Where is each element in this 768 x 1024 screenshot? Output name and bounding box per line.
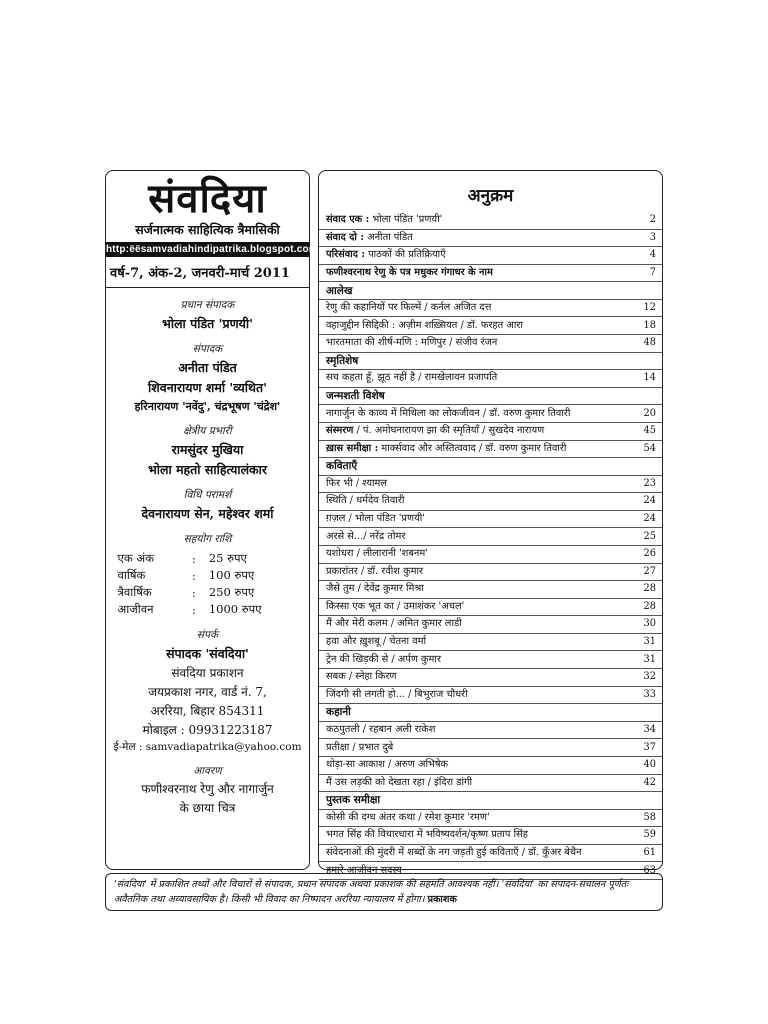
contents-entry-text: हमारे आजीवन सदस्य <box>326 864 402 876</box>
contents-entry-page: 33 <box>643 688 656 700</box>
contents-entry[interactable] <box>319 845 662 863</box>
contents-entry-text: संवेदनाओं की मुंदरी में शब्दों के नग जड़ती हुई कविताएँ / डॉ. कुँअर बेचैन <box>326 847 582 858</box>
contents-entry[interactable] <box>319 564 662 582</box>
contents-entry-label: फणीश्वरनाथ रेणु के पत्र मधुकर गंगाधर के नाम <box>326 266 493 278</box>
fee-row <box>118 567 298 584</box>
contents-entry-page: 28 <box>643 583 656 595</box>
contents-entry-page: 31 <box>643 653 656 665</box>
fee-colon: : <box>191 568 196 583</box>
contents-entry-title <box>326 583 634 595</box>
cover-line: फणीश्वरनाथ रेणु और नागार्जुन <box>141 782 274 796</box>
contents-entry-page: 34 <box>643 723 656 735</box>
contents-entry[interactable] <box>319 827 662 845</box>
contents-entry-title <box>326 267 634 279</box>
issue-info: वर्ष-7, अंक-2, जनवरी-मार्च 2011 <box>106 263 309 288</box>
contents-section-heading: पुस्तक समीक्षा <box>319 792 662 810</box>
contents-entry-page: 20 <box>643 407 656 419</box>
contents-entry-page: 3 <box>649 231 656 243</box>
regional-label: क्षेत्रीय प्रभारी <box>183 425 232 437</box>
contents-entry-page: 14 <box>643 372 656 384</box>
contents-entry-title <box>326 812 634 824</box>
contents-entry-page: 28 <box>643 600 656 612</box>
contents-entry-text: प्रतीक्षा / प्रभात दुबे <box>326 741 394 753</box>
contents-entry-page: 7 <box>649 266 656 278</box>
contents-entry-text: किस्सा एक भूत का / उमाशंकर 'अचल' <box>326 600 465 612</box>
fee-name: वार्षिक <box>117 568 146 582</box>
contents-entry[interactable] <box>319 581 662 599</box>
fee-name: एक अंक <box>117 551 154 565</box>
disclaimer-text: 'संवदिया' में प्रकाशित तथ्यों और विचारों से संपादक, प्रधान संपादक अथवा प्रकाशक की सहमति आवश्यक नहीं। 'संवदिया' का संपादन-संचालन पूर्णतः अवैतनिक तथा अव्यावसायिक है। किसी भी विवाद का निष्पादन अररिया न्यायालय में होगा। <box>114 879 629 905</box>
contents-entry-title <box>326 443 634 455</box>
contents-entry-text: अनीता पंडित <box>364 231 413 243</box>
contents-entry[interactable] <box>319 265 662 283</box>
contents-entry-page: 23 <box>643 477 656 489</box>
contents-entry-text: ग़ज़ल / भोला पंडित 'प्रणयी' <box>326 513 425 525</box>
contents-entry-text: वहाजुद्दीन सिद्दिकी : अज़ीम शख़्सियत / डॉ. फरहत आरा <box>326 319 523 331</box>
fee-amount: 250 रुपए <box>208 585 255 599</box>
contents-section-heading: जन्मशती विशेष <box>319 388 662 406</box>
fee-table <box>118 550 298 618</box>
fee-colon: : <box>191 585 196 600</box>
contact-line: जयप्रकाश नगर, वार्ड नं. 7, <box>148 685 267 699</box>
contents-entry-title <box>326 724 634 736</box>
fee-label: सहयोग राशि <box>183 533 232 545</box>
editor-name: हरिनारायण 'नवेंदु', चंद्रभूषण 'चंद्रेश' <box>134 400 281 413</box>
contents-section-heading: कविताएँ <box>319 458 662 476</box>
contents-entry-page: 45 <box>643 425 656 437</box>
contents-entry-text: मार्क्सवाद और अस्तित्ववाद / डॉ. वरुण कुमार तिवारी <box>378 442 567 454</box>
contents-entry-label: संवाद दो : <box>326 231 364 243</box>
contents-title: अनुक्रम <box>467 186 514 206</box>
contents-entry-label: संस्मरण <box>326 425 354 437</box>
editor-name: शिवनारायण शर्मा 'व्यथित' <box>148 380 267 395</box>
contents-entry-title <box>326 759 634 771</box>
contents-section-heading: आलेख <box>319 282 662 300</box>
fee-amount: 100 रुपए <box>208 568 255 582</box>
contents-entry-page: 31 <box>643 636 656 648</box>
fee-row <box>118 584 298 601</box>
contents-entry[interactable] <box>319 810 662 828</box>
contents-entry-title <box>326 548 634 560</box>
contents-entry-text: थोड़ा-सा आकाश / अरुण अभिषेक <box>326 759 449 771</box>
contents-entry-page: 61 <box>643 847 656 858</box>
contents-entry-text: अरसे से.../ नरेंद्र तोमर <box>326 530 406 542</box>
contents-entry-text: सच कहता हूँ, झूठ नहीं है / रामखेलावन प्रजापति <box>326 372 498 384</box>
contents-entry-text: सबक / स्नेहा किरण <box>326 671 397 683</box>
contents-entry-text: मैं उस लड़की को देखता रहा / इंदिरा डांगी <box>326 776 473 788</box>
contents-entry-text: मैं और मेरी कलम / अमित कुमार लाडी <box>326 618 462 630</box>
contents-entry-text: ट्रेन की खिड़की से / अर्पण कुमार <box>326 653 441 665</box>
cover-label: आवरण <box>193 765 222 777</box>
contents-list <box>319 212 662 880</box>
fee-name: त्रैवार्षिक <box>117 585 152 599</box>
contents-entry-text: कठपुतली / रहबान अली राकेश <box>326 723 436 735</box>
contents-entry-page: 27 <box>643 565 656 577</box>
regional-name: भोला महतो साहित्यालंकार <box>147 462 268 477</box>
contents-entry-page: 24 <box>643 513 656 525</box>
fee-name: आजीवन <box>117 602 154 616</box>
contents-entry[interactable] <box>319 317 662 335</box>
contents-entry-label: संवाद एक : <box>326 214 370 226</box>
contents-entry-label: परिसंवाद : <box>326 249 365 261</box>
contents-section-heading: कहानी <box>319 704 662 722</box>
contents-entry-page: 58 <box>643 811 656 823</box>
contents-entry[interactable] <box>319 528 662 546</box>
contents-entry[interactable] <box>319 212 662 230</box>
contents-entry[interactable] <box>319 423 662 441</box>
contents-entry-page: 18 <box>643 319 656 331</box>
contents-entry-text: भगत सिंह की विचारधारा में भविष्यदर्शन/कृष्ण प्रताप सिंह <box>326 829 528 841</box>
contents-entry-page: 4 <box>649 249 656 261</box>
contents-entry[interactable] <box>319 722 662 740</box>
contents-entry-title <box>326 302 634 314</box>
contents-entry-page: 30 <box>643 618 656 630</box>
contents-entry-title <box>326 495 634 507</box>
contents-entry[interactable] <box>319 230 662 248</box>
publisher-label: प्रकाशक <box>427 894 457 905</box>
contents-entry[interactable] <box>319 775 662 793</box>
contents-entry-text: जिंदगी सी लगती हो... / बिभुराज चौधरी <box>326 688 468 700</box>
contents-entry-label: ख़ास समीक्षा : <box>326 442 379 454</box>
contents-entry-title <box>326 636 634 648</box>
contents-entry-page: 2 <box>649 214 656 226</box>
contact-email[interactable]: ई-मेल : samvadiapatrika@yahoo.com <box>113 741 302 753</box>
contents-entry-title <box>326 513 634 525</box>
editor-name: अनीता पंडित <box>178 360 237 375</box>
chief-editor-label: प्रधान संपादक <box>180 299 235 311</box>
contents-entry-title <box>326 829 634 841</box>
contents-entry[interactable] <box>319 634 662 652</box>
contents-entry-title <box>326 337 634 349</box>
contents-entry[interactable] <box>319 335 662 353</box>
contents-entry[interactable] <box>319 247 662 265</box>
contents-entry-title <box>326 372 634 384</box>
disclaimer-footer <box>105 873 663 911</box>
legal-label: विधि परामर्श <box>183 489 232 501</box>
contents-entry-title <box>326 654 634 666</box>
contents-entry-title <box>326 777 634 789</box>
contents-entry[interactable] <box>319 300 662 318</box>
contact-label: संपर्क <box>196 629 219 641</box>
contents-entry-title <box>326 618 634 630</box>
contents-entry-text: फिर भी / श्यामल <box>326 477 388 489</box>
contents-entry[interactable] <box>319 405 662 423</box>
chief-editor-name: भोला पंडित 'प्रणयी' <box>162 316 253 331</box>
fee-row <box>118 550 298 567</box>
contents-entry-title <box>326 408 634 420</box>
contents-entry-title <box>326 320 634 332</box>
legal-names: देवनारायण सेन, महेश्वर शर्मा <box>141 506 274 521</box>
contents-entry[interactable] <box>319 370 662 388</box>
contents-entry-title <box>326 531 634 543</box>
contents-entry[interactable] <box>319 476 662 494</box>
contents-entry-text: यशोधरा / लीलारानी 'शबनम' <box>326 548 428 560</box>
contents-entry-page: 63 <box>643 864 656 876</box>
contents-entry-title <box>326 478 634 490</box>
contents-entry-text: हवा और ख़ुशबू / चेतना वर्मा <box>326 636 426 648</box>
contents-entry[interactable] <box>319 599 662 617</box>
contact-name: संपादक 'संवदिया' <box>166 646 249 661</box>
contents-entry-title <box>326 249 634 261</box>
contents-entry-page: 26 <box>643 548 656 560</box>
fee-row <box>118 601 298 618</box>
contents-entry[interactable] <box>319 739 662 757</box>
contents-entry-page: 42 <box>643 776 656 788</box>
magazine-tagline: सर्जनात्मक साहित्यिक त्रैमासिकी <box>135 222 280 237</box>
fee-colon: : <box>191 602 196 617</box>
contents-entry-text: नागार्जुन के काव्य में मिथिला का लोकजीवन / डॉ. वरुण कुमार तिवारी <box>326 407 571 419</box>
contents-section-heading: स्मृतिशेष <box>319 353 662 371</box>
contents-entry[interactable] <box>319 511 662 529</box>
contents-entry-text: जैसे तुम / देवेंद्र कुमार मिश्रा <box>326 583 424 595</box>
contents-entry[interactable] <box>319 546 662 564</box>
contents-entry-page: 54 <box>643 442 656 454</box>
magazine-title: संवदिया <box>148 175 267 222</box>
cover-line: के छाया चित्र <box>179 801 236 815</box>
contents-entry[interactable] <box>319 616 662 634</box>
contents-entry-text: पाठकों की प्रतिक्रियाएँ <box>364 249 446 261</box>
contents-entry-title <box>326 232 634 244</box>
contents-panel <box>318 170 663 876</box>
fee-amount: 1000 रुपए <box>208 602 262 616</box>
contact-line: मोबाइल : 09931223187 <box>142 723 273 737</box>
contents-entry-text: रेणु की कहानियों पर फिल्में / कर्नल अजित दत्त <box>326 302 492 314</box>
contact-line: अररिया, बिहार 854311 <box>150 704 265 718</box>
contents-entry-page: 37 <box>643 741 656 753</box>
contents-entry-page: 12 <box>643 302 656 314</box>
blog-url[interactable]: http:ëësamvadiahindipatrika.blogspot.com <box>106 244 318 255</box>
contents-entry-title <box>326 689 634 701</box>
contents-entry-title <box>326 425 634 437</box>
contents-entry[interactable] <box>319 687 662 705</box>
contents-entry[interactable] <box>319 651 662 669</box>
contents-entry-title <box>326 214 634 226</box>
fee-amount: 25 रुपए <box>208 551 247 565</box>
contents-entry-text: स्थिति / धर्मदेव तिवारी <box>326 495 405 507</box>
contents-entry[interactable] <box>319 441 662 459</box>
contents-entry[interactable] <box>319 493 662 511</box>
regional-name: रामसुंदर मुखिया <box>171 442 244 457</box>
contents-entry-text: भोला पंडित 'प्रणयी' <box>369 214 443 226</box>
masthead-panel <box>105 170 318 870</box>
contents-entry-text: प्रकारांतर / डॉ. रवीश कुमार <box>326 565 424 577</box>
fee-colon: : <box>191 551 196 566</box>
contents-entry-text: भारतमाता की शीर्ष-मणि : मणिपुर / संजीव रंजन <box>326 337 498 349</box>
editor-label: संपादक <box>192 343 223 355</box>
contents-entry-page: 32 <box>643 671 656 683</box>
contents-entry-title <box>326 671 634 683</box>
contents-entry-text: कोसी की दग्ध अंतर कथा / रमेश कुमार 'रमण' <box>326 811 490 823</box>
contents-entry-page: 48 <box>643 337 656 349</box>
contents-entry-title <box>326 847 634 859</box>
contents-entry-title <box>326 601 634 613</box>
contents-entry-page: 40 <box>643 759 656 771</box>
contact-line: संवदिया प्रकाशन <box>171 666 244 680</box>
contents-entry-text: / पं. अमोघनारायण झा की स्मृतियाँ / सुखदेव नारायण <box>353 425 545 437</box>
contents-entry[interactable] <box>319 757 662 775</box>
contents-entry-title <box>326 742 634 754</box>
contents-entry-page: 59 <box>643 829 656 841</box>
contents-entry[interactable] <box>319 669 662 687</box>
contents-entry-title <box>326 566 634 578</box>
contents-entry-page: 25 <box>643 530 656 542</box>
contents-entry-page: 24 <box>643 495 656 507</box>
